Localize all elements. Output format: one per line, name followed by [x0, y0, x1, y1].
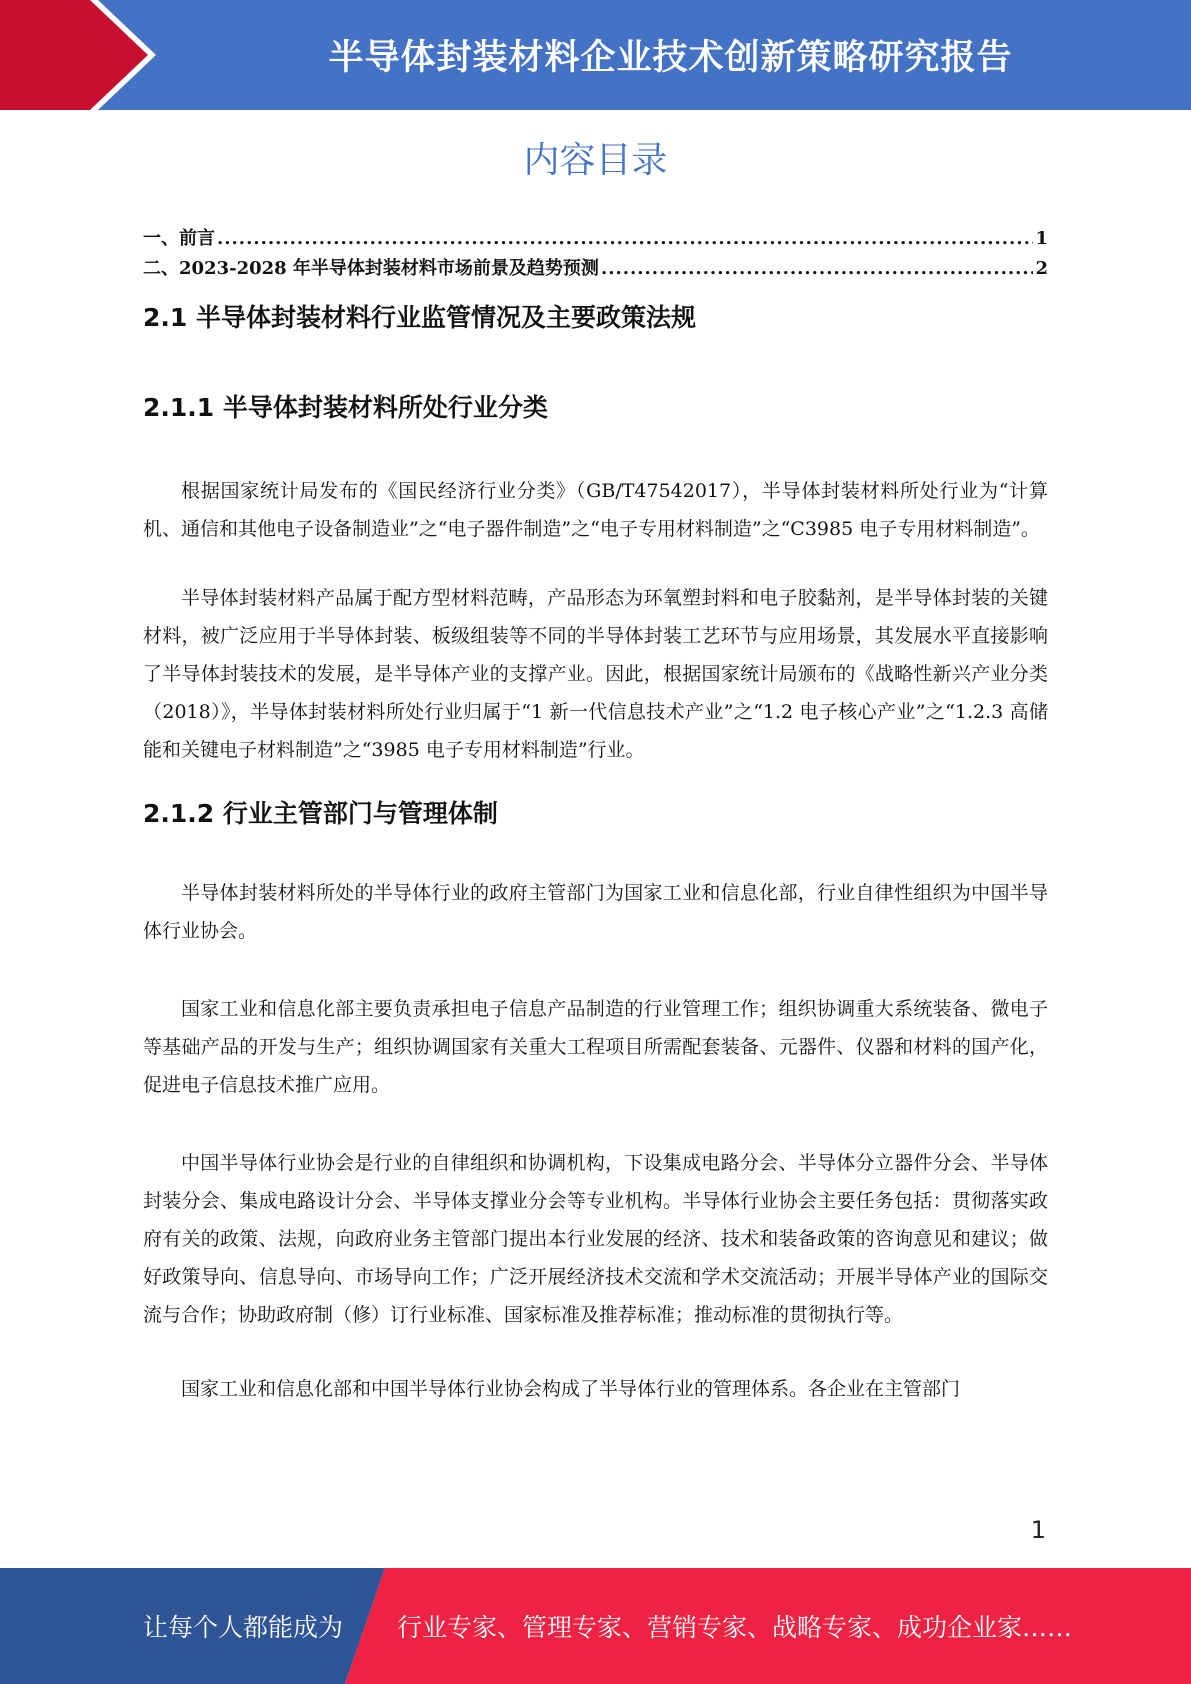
page-header — [0, 0, 1191, 110]
toc-entry[interactable] — [143, 224, 1048, 254]
toc-leader-dots — [601, 254, 1034, 284]
paragraph: 半导体封装材料所处的半导体行业的政府主管部门为国家工业和信息化部，行业自律性组织为中国半导体行业协会。 — [143, 882, 1048, 942]
page-number: 1 — [1030, 1516, 1046, 1544]
table-of-contents — [143, 224, 1048, 284]
toc-entry-page: 1 — [1035, 228, 1048, 249]
spacer — [143, 834, 1048, 874]
section-heading-2-1-1: 2.1.1 半导体封装材料所处行业分类 — [143, 393, 548, 422]
spacer — [143, 1334, 1048, 1370]
toc-entry[interactable] — [143, 254, 1048, 284]
footer-slogan-left: 让每个人都能成为 — [143, 1613, 344, 1642]
spacer — [143, 338, 1048, 388]
header-arrow-decoration — [0, 0, 160, 110]
toc-entry-page: 2 — [1035, 258, 1048, 279]
spacer — [143, 1104, 1048, 1144]
page-footer — [0, 1568, 1191, 1684]
spacer — [143, 548, 1048, 579]
spacer — [143, 950, 1048, 990]
toc-entry-text: 一、前言 — [143, 228, 215, 249]
paragraph: 中国半导体行业协会是行业的自律组织和协调机构，下设集成电路分会、半导体分立器件分会、半导体封装分会、集成电路设计分会、半导体支撑业分会等专业机构。半导体行业协会主要任务包括：贯彻落实政府有关的政策、法规，向政府业务主管部门提出本行业发展的经济、技术和装备政策的咨询意见和建议；做好政策导向、信息导向、市场导向工作；广泛开展经济技术交流和学术交流活动；开展半导体产业的国际交流与合作；协助政府制（修）订行业标准、国家标准及推荐标准；推动标准的贯彻执行等。 — [143, 1152, 1048, 1326]
paragraph: 半导体封装材料产品属于配方型材料范畴，产品形态为环氧塑封料和电子胶黏剂，是半导体封装的关键材料，被广泛应用于半导体封装、板级组装等不同的半导体封装工艺环节与应用场景，其发展水平直接影响了半导体封装技术的发展，是半导体产业的支撑产业。因此，根据国家统计局颁布的《战略性新兴产业分类（2018）》，半导体封装材料所处行业归属于“1 新一代信息技术产业”之“1.2 电子核心产业”之“1.2.3 高储能和关键电子材料制造”之“3985 电子专用材料制造”行业。 — [143, 587, 1048, 761]
section-heading-2-1-2: 2.1.2 行业主管部门与管理体制 — [143, 799, 498, 828]
footer-slogan-right: 行业专家、管理专家、营销专家、战略专家、成功企业家…… — [397, 1613, 1073, 1642]
paragraph: 国家工业和信息化部和中国半导体行业协会构成了半导体行业的管理体系。各企业在主管部门 — [181, 1378, 961, 1400]
spacer — [143, 769, 1048, 794]
toc-entry-text: 二、2023-2028 年半导体封装材料市场前景及趋势预测 — [143, 258, 599, 279]
section-heading-2-1: 2.1 半导体封装材料行业监管情况及主要政策法规 — [143, 303, 696, 332]
spacer — [143, 428, 1048, 472]
paragraph: 国家工业和信息化部主要负责承担电子信息产品制造的行业管理工作；组织协调重大系统装备、微电子等基础产品的开发与生产；组织协调国家有关重大工程项目所需配套装备、元器件、仪器和材料的国产化，促进电子信息技术推广应用。 — [143, 998, 1048, 1096]
paragraph: 根据国家统计局发布的《国民经济行业分类》（GB/T47542017），半导体封装材料所处行业为“计算机、通信和其他电子设备制造业”之“电子器件制造”之“电子专用材料制造”之“C3985 电子专用材料制造”。 — [143, 480, 1048, 540]
report-title: 半导体封装材料企业技术创新策略研究报告 — [328, 38, 1013, 78]
toc-leader-dots — [217, 224, 1033, 254]
main-content — [143, 298, 1048, 1408]
toc-heading: 内容目录 — [523, 140, 668, 181]
